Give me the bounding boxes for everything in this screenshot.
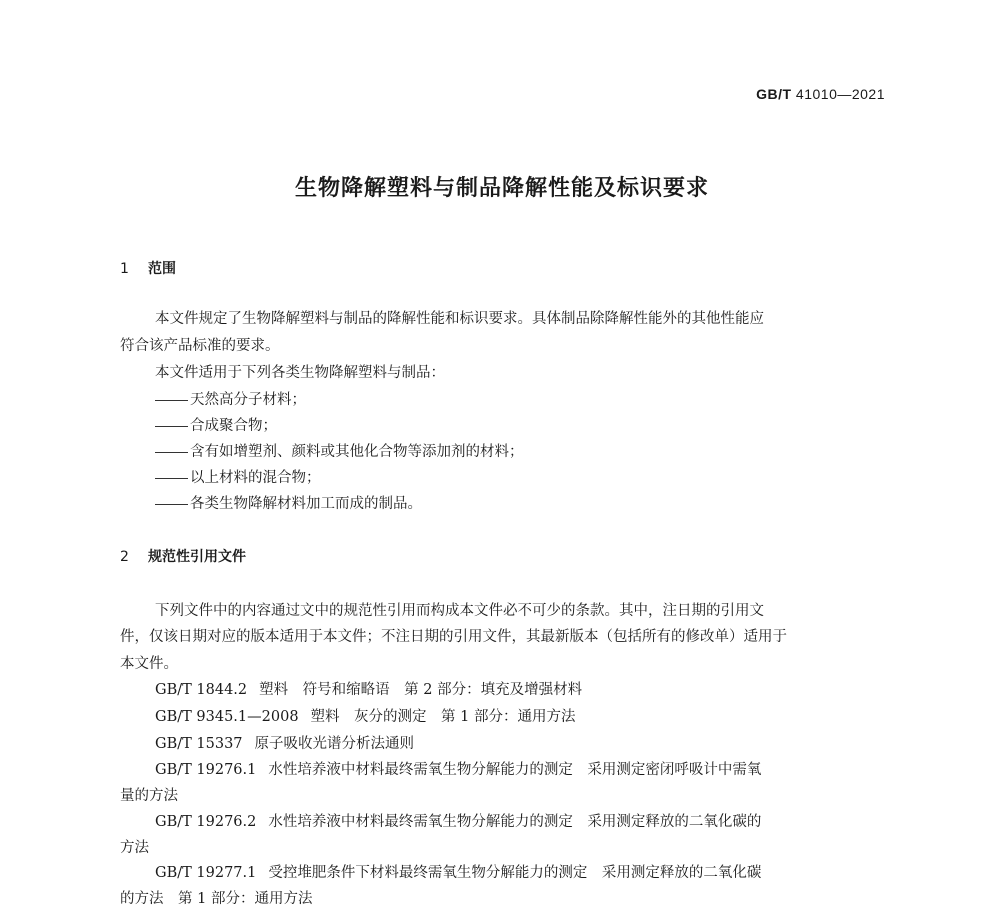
dash-mark — [155, 478, 188, 479]
reference-item — [120, 732, 921, 753]
reference-code: GB/T 19276.1 — [155, 762, 257, 778]
section-1-para1-line2: 符合该产品标准的要求。 — [120, 338, 280, 354]
standard-number: 41010—2021 — [791, 86, 885, 102]
reference-item — [120, 678, 921, 699]
section-2-heading — [120, 546, 246, 566]
reference-continuation: 的方法 第 1 部分：通用方法 — [120, 891, 313, 907]
reference-item — [120, 810, 921, 831]
section-1-para2: 本文件适用于下列各类生物降解塑料与制品： — [155, 365, 445, 381]
reference-code: GB/T 1844.2 — [155, 682, 248, 698]
reference-code: GB/T 19276.2 — [155, 814, 257, 830]
section-2-para-line1: 下列文件中的内容通过文中的规范性引用而构成本文件必不可少的条款。其中，注日期的引用文 — [155, 603, 764, 619]
list-item: 含有如增塑剂、颜料或其他化合物等添加剂的材料； — [120, 440, 886, 461]
list-item: 天然高分子材料； — [120, 388, 886, 409]
list-item: 以上材料的混合物； — [120, 466, 886, 487]
dash-mark — [155, 400, 188, 401]
standard-code — [756, 86, 885, 102]
section-1-title: 范围 — [148, 261, 176, 277]
section-1-number: 1 — [120, 261, 129, 277]
reference-title: 原子吸收光谱分析法通则 — [254, 736, 415, 752]
reference-code: GB/T 9345.1—2008 — [155, 709, 299, 725]
document-title: 生物降解塑料与制品降解性能及标识要求 — [294, 176, 709, 201]
section-2-para-line2: 件，仅该日期对应的版本适用于本文件；不注日期的引用文件，其最新版本（包括所有的修改单）适用于 — [120, 629, 787, 645]
section-2-para-line3: 本文件。 — [120, 656, 178, 672]
reference-code: GB/T 15337 — [155, 736, 243, 752]
reference-title: 水性培养液中材料最终需氧生物分解能力的测定 采用测定密闭呼吸计中需氧 — [268, 762, 762, 778]
reference-code: GB/T 19277.1 — [155, 865, 257, 881]
reference-title: 受控堆肥条件下材料最终需氧生物分解能力的测定 采用测定释放的二氧化碳 — [268, 865, 762, 881]
reference-continuation: 量的方法 — [120, 788, 178, 804]
reference-title: 塑料 符号和缩略语 第 2 部分：填充及增强材料 — [259, 682, 583, 698]
reference-title: 塑料 灰分的测定 第 1 部分：通用方法 — [310, 709, 576, 725]
section-2-title: 规范性引用文件 — [148, 549, 246, 565]
dash-mark — [155, 426, 188, 427]
dash-mark — [155, 504, 188, 505]
dash-mark — [155, 452, 188, 453]
list-item: 各类生物降解材料加工而成的制品。 — [120, 492, 886, 513]
list-item: 合成聚合物； — [120, 414, 886, 435]
section-1-para1-line1: 本文件规定了生物降解塑料与制品的降解性能和标识要求。具体制品除降解性能外的其他性能应 — [155, 311, 764, 327]
section-2-number: 2 — [120, 549, 129, 565]
reference-title: 水性培养液中材料最终需氧生物分解能力的测定 采用测定释放的二氧化碳的 — [268, 814, 762, 830]
reference-item — [120, 705, 921, 726]
reference-item — [120, 861, 921, 882]
reference-item — [120, 758, 921, 779]
reference-continuation: 方法 — [120, 840, 149, 856]
section-1-heading — [120, 258, 176, 278]
standard-prefix: GB/T — [756, 86, 792, 102]
